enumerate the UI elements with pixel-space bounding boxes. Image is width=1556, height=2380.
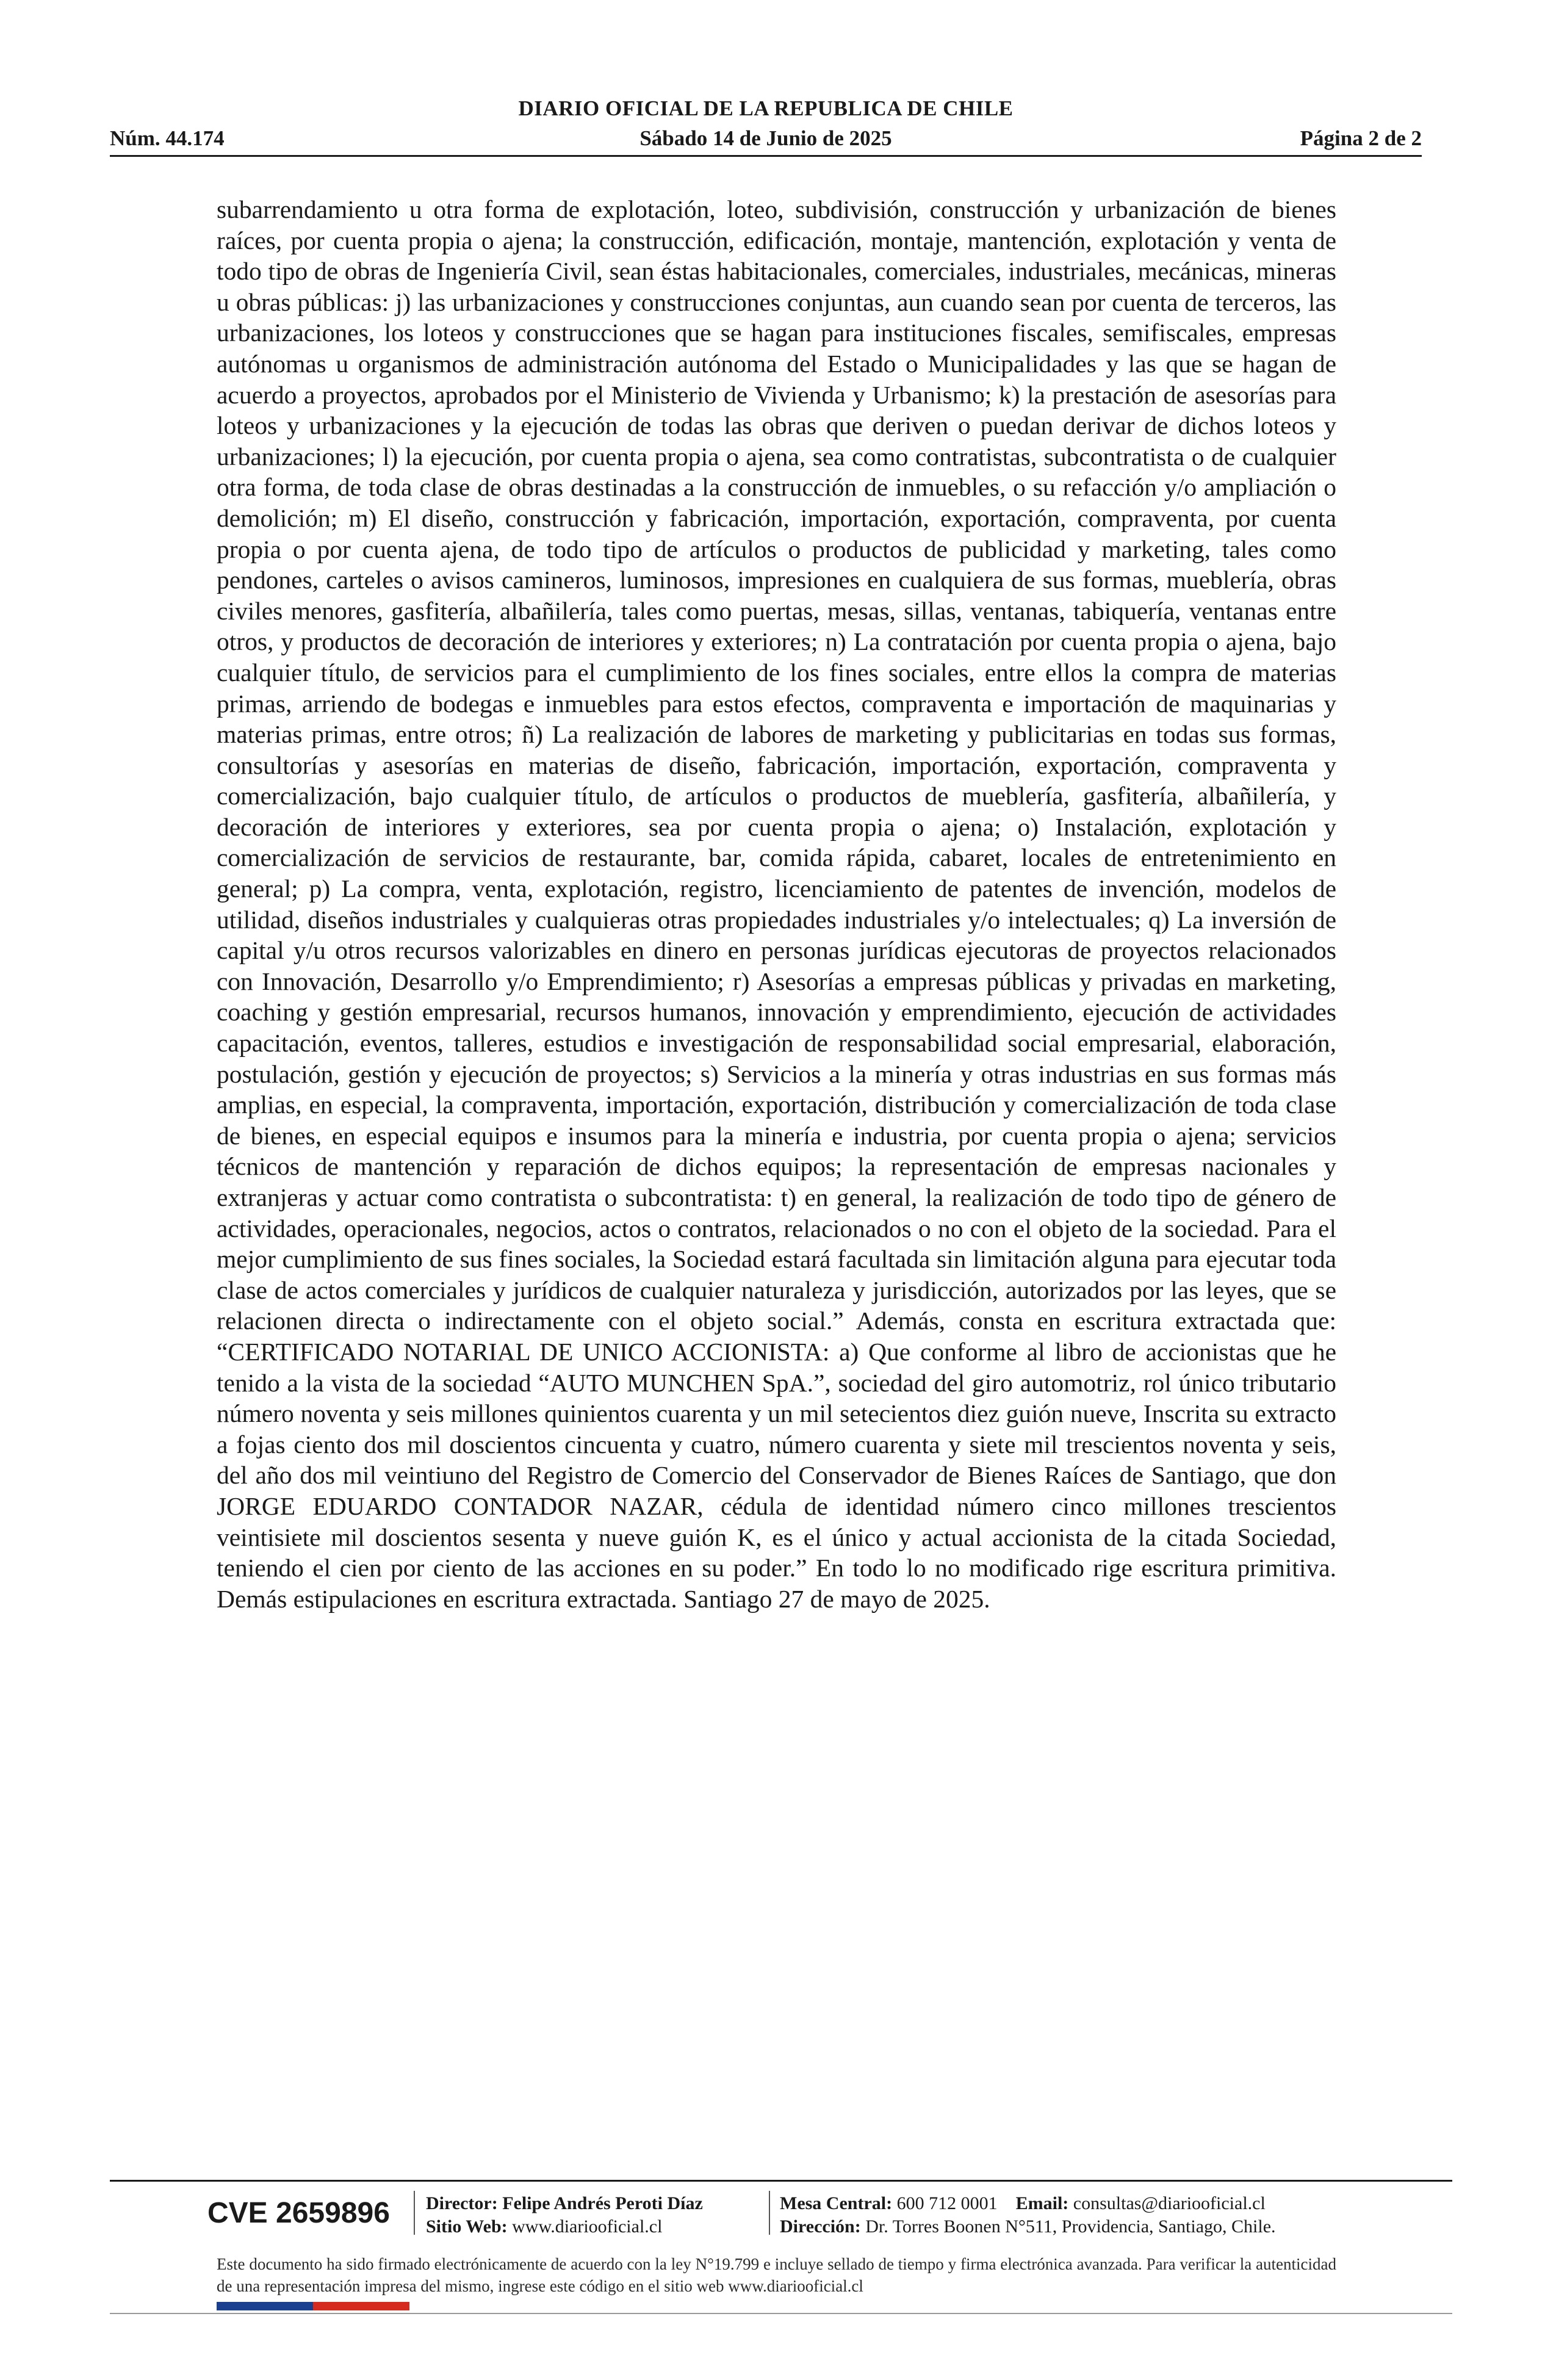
issue-number: Núm. 44.174	[110, 126, 225, 150]
director-info	[426, 2192, 703, 2215]
cve-code: CVE 2659896	[207, 2197, 390, 2229]
signature-note: Este documento ha sido firmado electrónicamente de acuerdo con la ley N°19.799 e incluye sellado de tiempo y firma electrónica avanzada. Para verificar la autenticidad de una representación impresa del mismo, ingrese este código en el sitio web www.diariooficial.cl	[217, 2255, 1336, 2295]
header-divider	[110, 155, 1422, 157]
email-link[interactable]: consultas@diariooficial.cl	[1073, 2193, 1266, 2213]
phone-number: 600 712 0001	[896, 2193, 998, 2213]
phone-label: Mesa Central:	[780, 2193, 893, 2213]
address-value: Dr. Torres Boonen N°511, Providencia, Santiago, Chile.	[865, 2216, 1276, 2237]
footer-separator	[769, 2191, 770, 2235]
email-label: Email:	[1015, 2193, 1069, 2213]
website-link[interactable]: www.diariooficial.cl	[512, 2216, 663, 2237]
flag-red-segment	[313, 2302, 409, 2310]
address-info	[780, 2215, 1276, 2238]
page-header	[110, 92, 1422, 159]
director-label: Director:	[426, 2193, 498, 2213]
page-indicator: Página 2 de 2	[1300, 126, 1422, 150]
footer-divider	[110, 2180, 1452, 2182]
website-info	[426, 2215, 662, 2238]
bottom-divider	[110, 2313, 1452, 2314]
contact-info	[780, 2192, 1266, 2215]
document-body: subarrendamiento u otra forma de explotación, loteo, subdivisión, construcción y urbanización de bienes raíces, por cuenta propia o ajena; la construcción, edificación, montaje, mantención, explotación y venta de todo tipo de obras de Ingeniería Civil, sean éstas habitacionales, comerciales, industriales, mecánicas, mineras u obras públicas: j) las urbanizaciones y construcciones conjuntas, aun cuando sean por cuenta de terceros, las urbanizaciones, los loteos y construcciones que se hagan para instituciones fiscales, semifiscales, empresas autónomas u organismos de administración autónoma del Estado o Municipalidades y las que se hagan de acuerdo a proyectos, aprobados por el Ministerio de Vivienda y Urbanismo; k) la prestación de asesorías para loteos y urbanizaciones y la ejecución de todas las obras que deriven o puedan derivar de dichos loteos y urbanizaciones; l) la ejecución, por cuenta propia o ajena, sea como contratistas, subcontratista o de cualquier otra forma, de toda clase de obras destinadas a la construcción de inmuebles, o su refacción y/o ampliación o demolición; m) El diseño, construcción y fabricación, importación, exportación, compraventa, por cuenta propia o por cuenta ajena, de todo tipo de artículos o productos de publicidad y marketing, tales como pendones, carteles o avisos camineros, luminosos, impresiones en cualquiera de sus formas, mueblería, obras civiles menores, gasfitería, albañilería, tales como puertas, mesas, sillas, ventanas, tabiquería, ventanas entre otros, y productos de decoración de interiores y exteriores; n) La contratación por cuenta propia o ajena, bajo cualquier título, de servicios para el cumplimiento de los fines sociales, entre ellos la compra de materias primas, arriendo de bodegas e inmuebles para estos efectos, compraventa e importación de maquinarias y materias primas, entre otros; ñ) La realización de labores de marketing y publicitarias en todas sus formas, consultorías y asesorías en materias de diseño, fabricación, importación, exportación, compraventa y comercialización, bajo cualquier título, de artículos o productos de mueblería, gasfitería, albañilería, y decoración de interiores y exteriores, sea por cuenta propia o ajena; o) Instalación, explotación y comercialización de servicios de restaurante, bar, comida rápida, cabaret, locales de entretenimiento en general; p) La compra, venta, explotación, registro, licenciamiento de patentes de invención, modelos de utilidad, diseños industriales y cualquieras otras propiedades industriales y/o intelectuales; q) La inversión de capital y/u otros recursos valorizables en dinero en personas jurídicas ejecutoras de proyectos relacionados con Innovación, Desarrollo y/o Emprendimiento; r) Asesorías a empresas públicas y privadas en marketing, coaching y gestión empresarial, recursos humanos, innovación y emprendimiento, ejecución de actividades capacitación, eventos, talleres, estudios e investigación de responsabilidad social empresarial, elaboración, postulación, gestión y ejecución de proyectos; s) Servicios a la minería y otras industrias en sus formas más amplias, en especial, la compraventa, importación, exportación, distribución y comercialización de toda clase de bienes, en especial equipos e insumos para la minería e industria, por cuenta propia o ajena; servicios técnicos de mantención y reparación de dichos equipos; la representación de empresas nacionales y extranjeras y actuar como contratista o subcontratista: t) en general, la realización de todo tipo de género de actividades, operacionales, negocios, actos o contratos, relacionados o no con el objeto de la sociedad. Para el mejor cumplimiento de sus fines sociales, la Sociedad estará facultada sin limitación alguna para ejecutar toda clase de actos comerciales y jurídicos de cualquier naturaleza y jurisdicción, autorizados por las leyes, que se relacionen directa o indirectamente con el objeto social.” Además, consta en escritura extractada que: “CERTIFICADO NOTARIAL DE UNICO ACCIONISTA: a) Que conforme al libro de accionistas que he tenido a la vista de la sociedad “AUTO MUNCHEN SpA.”, sociedad del giro automotriz, rol único tributario número noventa y seis millones quinientos cuarenta y un mil setecientos diez guión nueve, Inscrita su extracto a fojas ciento dos mil doscientos cincuenta y cuatro, número cuarenta y siete mil trescientos noventa y seis, del año dos mil veintiuno del Registro de Comercio del Conservador de Bienes Raíces de Santiago, que don JORGE EDUARDO CONTADOR NAZAR, cédula de identidad número cinco millones trescientos veintisiete mil doscientos sesenta y nueve guión K, es el único y actual accionista de la citada Sociedad, teniendo el cien por ciento de las acciones en su poder.” En todo lo no modificado rige escritura primitiva. Demás estipulaciones en escritura extractada. Santiago 27 de mayo de 2025.	[217, 195, 1336, 1613]
director-name: Felipe Andrés Peroti Díaz	[502, 2193, 703, 2213]
newspaper-title: DIARIO OFICIAL DE LA REPUBLICA DE CHILE	[518, 96, 1014, 120]
chile-flag-stripe	[217, 2302, 409, 2310]
issue-date: Sábado 14 de Junio de 2025	[639, 126, 892, 150]
website-label: Sitio Web:	[426, 2216, 508, 2237]
address-label: Dirección:	[780, 2216, 861, 2237]
flag-blue-segment	[217, 2302, 313, 2310]
footer-separator	[414, 2191, 415, 2235]
